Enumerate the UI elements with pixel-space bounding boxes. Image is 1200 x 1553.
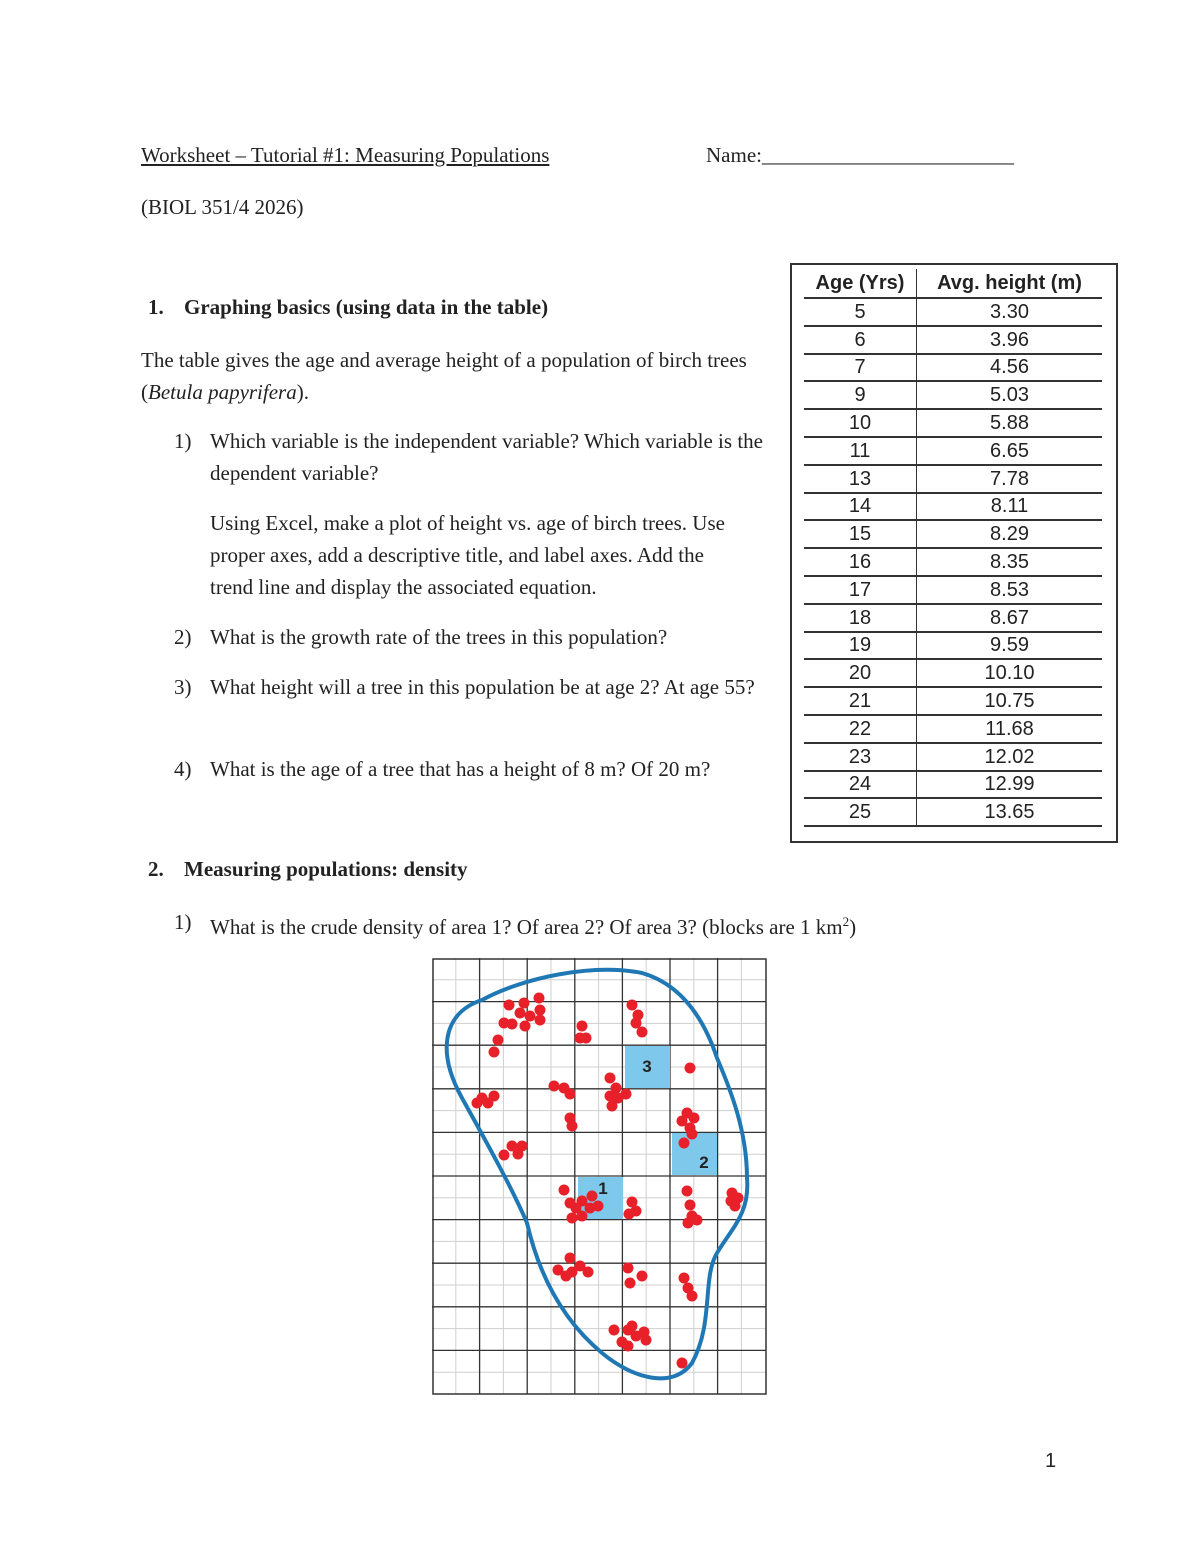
section-2-heading: [148, 857, 468, 882]
tree-dot: [679, 1138, 690, 1149]
tree-dot: [677, 1358, 688, 1369]
section-1-number: 1.: [148, 295, 164, 319]
tree-dot: [689, 1113, 700, 1124]
table-row: [804, 549, 1102, 577]
tree-dot: [687, 1129, 698, 1140]
question-1-1: [174, 425, 774, 489]
tree-dot: [627, 1000, 638, 1011]
table-row: [804, 605, 1102, 633]
age-cell: 13: [804, 466, 917, 494]
tree-dot: [687, 1291, 698, 1302]
tree-dot: [593, 1201, 604, 1212]
worksheet-title: Worksheet – Tutorial #1: Measuring Populations: [141, 143, 550, 167]
age-cell: 9: [804, 382, 917, 410]
table-row: [804, 633, 1102, 661]
height-cell: 3.30: [917, 299, 1102, 327]
age-cell: 6: [804, 327, 917, 355]
age-cell: 5: [804, 299, 917, 327]
tree-dot: [623, 1263, 634, 1274]
question-end: ): [849, 915, 857, 939]
age-cell: 10: [804, 410, 917, 438]
question-number: 3): [174, 675, 192, 699]
tree-dot: [535, 1015, 546, 1026]
table-row: [804, 410, 1102, 438]
table-row: [804, 327, 1102, 355]
table-row: [804, 299, 1102, 327]
tree-dot: [499, 1150, 510, 1161]
height-cell: 8.53: [917, 577, 1102, 605]
area-3-label: 3: [642, 1057, 652, 1076]
age-cell: 23: [804, 744, 917, 772]
table-body: [804, 299, 1102, 827]
tree-dot: [637, 1027, 648, 1038]
table-row: [804, 521, 1102, 549]
tree-dot: [483, 1098, 494, 1109]
table-row: [804, 494, 1102, 522]
tree-dot: [621, 1089, 632, 1100]
age-cell: 25: [804, 799, 917, 827]
height-cell: 8.67: [917, 605, 1102, 633]
table-row: [804, 772, 1102, 800]
table-row: [804, 466, 1102, 494]
tree-dot: [567, 1121, 578, 1132]
age-cell: 7: [804, 355, 917, 383]
tree-dot: [682, 1186, 693, 1197]
height-cell: 8.29: [917, 521, 1102, 549]
height-cell: 5.88: [917, 410, 1102, 438]
table-row: [804, 382, 1102, 410]
question-text: Which variable is the independent variable? Which variable is the dependent variable?: [210, 429, 763, 485]
superscript: 2: [842, 914, 850, 929]
tree-dot: [605, 1073, 616, 1084]
section-2-title: Measuring populations: density: [184, 857, 468, 881]
section-2-number: 2.: [148, 857, 164, 881]
height-cell: 11.68: [917, 716, 1102, 744]
table-row: [804, 688, 1102, 716]
height-cell: 9.59: [917, 633, 1102, 661]
section-1-title: Graphing basics (using data in the table): [184, 295, 549, 319]
height-column-header: Avg. height (m): [917, 269, 1102, 299]
tree-dot: [504, 1000, 515, 1011]
age-cell: 14: [804, 494, 917, 522]
tree-dot: [623, 1341, 634, 1352]
tree-dot: [549, 1081, 560, 1092]
tree-dot: [525, 1011, 536, 1022]
tree-dot: [609, 1325, 620, 1336]
age-cell: 16: [804, 549, 917, 577]
tree-dot: [726, 1196, 737, 1207]
tree-dot: [685, 1200, 696, 1211]
tree-dot: [627, 1321, 638, 1332]
height-cell: 4.56: [917, 355, 1102, 383]
table-row: [804, 438, 1102, 466]
area-2-block: [672, 1133, 717, 1175]
tree-dot: [637, 1271, 648, 1282]
tree-dot: [583, 1267, 594, 1278]
table-row: [804, 577, 1102, 605]
question-number: 1): [174, 429, 192, 453]
tree-dot: [641, 1335, 652, 1346]
tree-dot: [567, 1213, 578, 1224]
birch-data-table: [790, 263, 1118, 843]
tree-dot: [515, 1008, 526, 1019]
height-cell: 8.35: [917, 549, 1102, 577]
question-text: What is the crude density of area 1? Of area 2? Of area 3? (blocks are 1 km: [210, 915, 843, 939]
table-row: [804, 716, 1102, 744]
tree-dot: [565, 1253, 576, 1264]
tree-dot: [565, 1089, 576, 1100]
area-2-label: 2: [699, 1153, 709, 1172]
tree-dot: [624, 1209, 635, 1220]
question-1-2: [174, 621, 774, 653]
course-code: (BIOL 351/4 2026): [141, 195, 304, 219]
tree-dot: [534, 993, 545, 1004]
section-1-intro: [141, 344, 781, 408]
tree-dot: [607, 1101, 618, 1112]
height-cell: 8.11: [917, 494, 1102, 522]
tree-dot: [631, 1018, 642, 1029]
section-1-heading: [148, 295, 548, 320]
tree-dot: [683, 1218, 694, 1229]
age-cell: 19: [804, 633, 917, 661]
tree-dot: [577, 1211, 588, 1222]
height-cell: 13.65: [917, 799, 1102, 827]
height-cell: 12.99: [917, 772, 1102, 800]
question-1-4: [174, 753, 774, 785]
tree-dot: [520, 1021, 531, 1032]
name-field: Name:________________________: [706, 143, 1014, 167]
table-row: [804, 660, 1102, 688]
tree-dot: [685, 1063, 696, 1074]
age-cell: 17: [804, 577, 917, 605]
question-text: Using Excel, make a plot of height vs. age of birch trees. Use proper axes, add a descriptive title, and label axes. Add the trend line and display the associated equation.: [210, 511, 725, 599]
question-text: What height will a tree in this population be at age 2? At age 55?: [210, 675, 755, 699]
question-text: What is the growth rate of the trees in this population?: [210, 625, 668, 649]
age-cell: 11: [804, 438, 917, 466]
age-cell: 20: [804, 660, 917, 688]
tree-dot: [577, 1021, 588, 1032]
height-cell: 6.65: [917, 438, 1102, 466]
question-1-3: [174, 671, 774, 703]
table-row: [804, 799, 1102, 827]
intro-text: The table gives the age and average height of a population of birch trees (: [141, 348, 747, 404]
tree-dot: [472, 1098, 483, 1109]
question-2-1: [174, 906, 974, 943]
age-cell: 15: [804, 521, 917, 549]
tree-dot: [679, 1273, 690, 1284]
tree-dot: [517, 1141, 528, 1152]
height-cell: 10.75: [917, 688, 1102, 716]
tree-dot: [499, 1018, 510, 1029]
tree-dot: [535, 1005, 546, 1016]
age-cell: 21: [804, 688, 917, 716]
height-cell: 7.78: [917, 466, 1102, 494]
question-1-1-excel: [174, 507, 744, 603]
population-map: [432, 958, 768, 1396]
tree-dot: [559, 1185, 570, 1196]
tree-dot: [587, 1191, 598, 1202]
age-column-header: Age (Yrs): [804, 269, 917, 299]
age-cell: 18: [804, 605, 917, 633]
tree-dot: [519, 998, 530, 1009]
tree-dot: [581, 1033, 592, 1044]
question-text: What is the age of a tree that has a height of 8 m? Of 20 m?: [210, 757, 711, 781]
intro-end: ).: [296, 380, 309, 404]
tree-dot: [493, 1035, 504, 1046]
height-cell: 10.10: [917, 660, 1102, 688]
age-cell: 22: [804, 716, 917, 744]
height-cell: 5.03: [917, 382, 1102, 410]
table-row: [804, 355, 1102, 383]
area-1-label: 1: [598, 1179, 608, 1198]
height-cell: 12.02: [917, 744, 1102, 772]
tree-dot: [489, 1047, 500, 1058]
table-row: [804, 744, 1102, 772]
question-number: 4): [174, 757, 192, 781]
question-number: 1): [174, 910, 192, 934]
page-number: 1: [1045, 1450, 1057, 1472]
question-number: 2): [174, 625, 192, 649]
height-cell: 3.96: [917, 327, 1102, 355]
species-name: Betula papyrifera: [148, 380, 297, 404]
age-cell: 24: [804, 772, 917, 800]
tree-dot: [625, 1278, 636, 1289]
